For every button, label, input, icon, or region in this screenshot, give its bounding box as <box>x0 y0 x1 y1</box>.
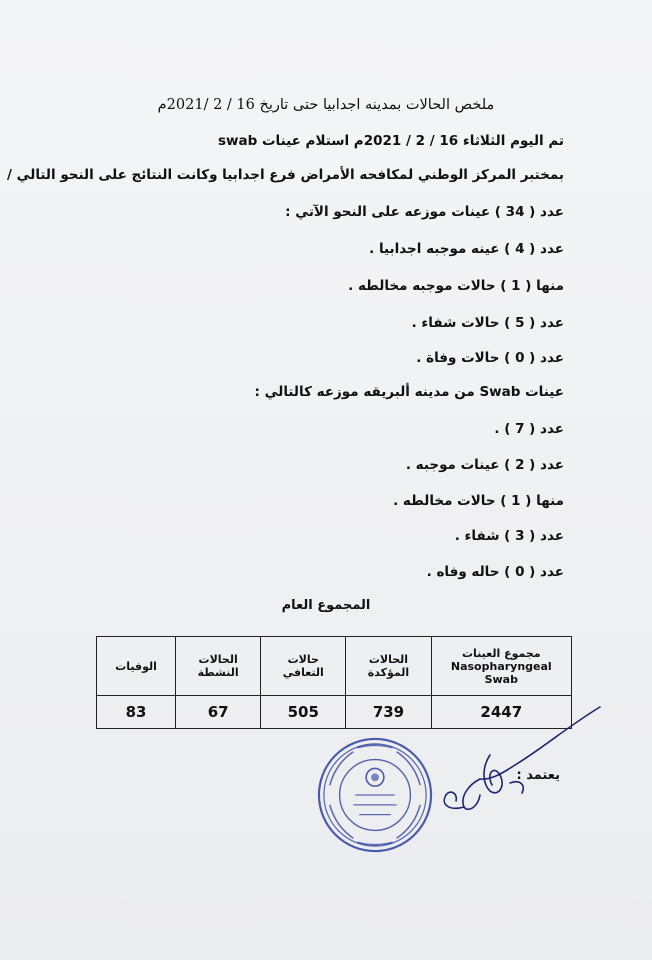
value-deaths: 83 <box>97 696 176 729</box>
text-line-12: عدد ( 3 ) شفاء . <box>454 528 564 544</box>
text-line-13: عدد ( 0 ) حاله وفاه . <box>426 564 564 580</box>
value-confirmed: 739 <box>346 696 431 729</box>
table-header-row <box>97 637 572 696</box>
text-line-7: عدد ( 0 ) حالات وفاة . <box>416 350 564 366</box>
value-active: 67 <box>176 696 261 729</box>
text-line-8: عينات Swab من مدينه ألبريقه موزعه كالتالي : <box>254 384 564 400</box>
text-line-6: عدد ( 5 ) حالات شفاء . <box>411 315 564 331</box>
text-line-4: عدد ( 4 ) عينه موجبه اجدابيا . <box>369 241 564 257</box>
header-deaths: الوفيات <box>97 637 176 696</box>
document-title: ملخص الحالات بمدينه اجدابيا حتى تاريخ 16 / 2 /2021م <box>157 97 495 113</box>
value-recovered: 505 <box>261 696 346 729</box>
official-stamp <box>316 736 434 854</box>
header-recovered: حالات التعافي <box>261 637 346 696</box>
approval-label: يعتمد : <box>516 768 560 783</box>
text-line-9: عدد ( 7 ) . <box>494 421 564 437</box>
header-confirmed: الحالات المؤكدة <box>346 637 431 696</box>
text-line-1: تم اليوم الثلاثاء 16 / 2 / 2021م استلام عينات swab <box>217 133 564 149</box>
header-total-samples: مجموع العينات Nasopharyngeal Swab <box>431 637 571 696</box>
text-line-11: منها ( 1 ) حالات مخالطه . <box>393 493 564 509</box>
text-line-2: بمختبر المركز الوطني لمكافحه الأمراض فرع اجدابيا وكانت النتائج على النحو التالي / <box>6 167 564 183</box>
header-active: الحالات النشطة <box>176 637 261 696</box>
summary-heading: المجموع العام <box>281 598 371 613</box>
value-total-samples: 2447 <box>431 696 571 729</box>
text-line-3: عدد ( 34 ) عينات موزعه على النحو الآتي : <box>285 204 564 220</box>
text-line-5: منها ( 1 ) حالات موجبه مخالطه . <box>348 278 564 294</box>
handwritten-signature <box>420 695 610 825</box>
text-line-10: عدد ( 2 ) عينات موجبه . <box>405 457 564 473</box>
